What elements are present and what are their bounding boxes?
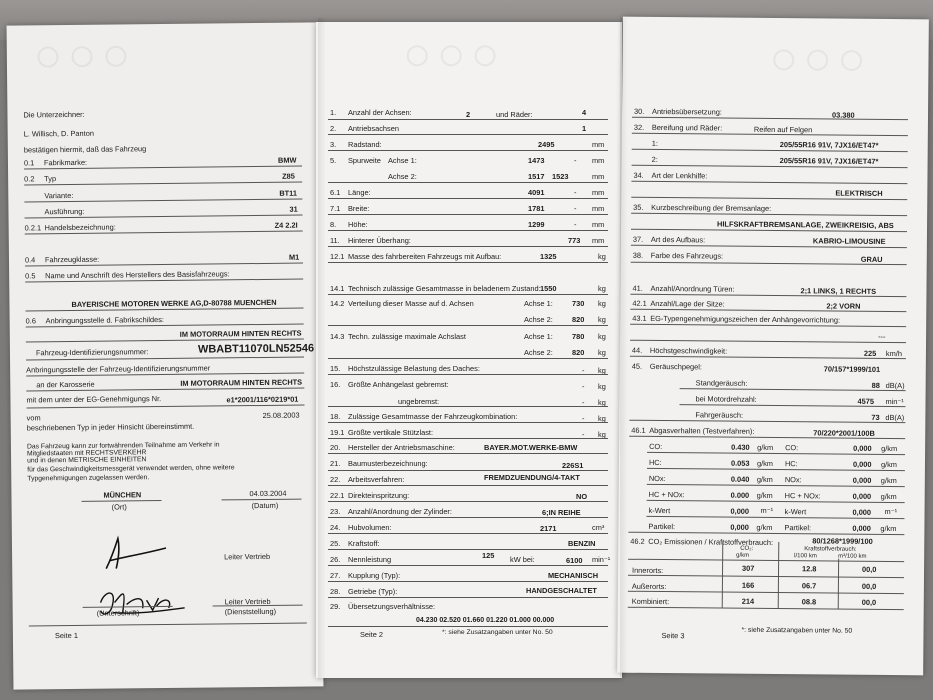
page-number: Seite 3: [661, 631, 685, 641]
value: 2171: [540, 524, 557, 533]
item-number: 15.: [330, 364, 341, 373]
label: Breite:: [348, 204, 370, 213]
label: Höhe:: [348, 220, 368, 229]
item-number: 45.: [631, 361, 643, 371]
emission-value: 0,000: [852, 523, 871, 533]
item-number: 1.: [330, 108, 337, 117]
value: BAYER.MOT.WERKE-BMW: [484, 443, 578, 452]
signature-1: [96, 534, 176, 575]
item-number: 0.1: [23, 158, 35, 168]
emission-value: 0.430: [731, 442, 750, 452]
vin-value: WBABT11070LN52546: [197, 342, 315, 356]
watermark: ◯ ◯ ◯: [36, 44, 131, 68]
label: Abgasverhalten (Testverfahren):: [649, 425, 755, 436]
label: und Räder:: [496, 110, 533, 119]
value: 225: [863, 348, 877, 358]
emission-label: CO:: [785, 443, 799, 453]
value: 4: [582, 108, 587, 117]
emission-value: 0.000: [730, 490, 750, 500]
value: 773: [568, 236, 581, 245]
role: Leiter Vertrieb: [224, 551, 271, 562]
place: MÜNCHEN: [103, 490, 142, 500]
label: Fahrzeug-Identifizierungsnummer:: [35, 347, 149, 358]
value: 730: [572, 299, 585, 308]
label: bestätigen hiermit, daß das Fahrzeug: [23, 144, 147, 155]
label: Antriebsübersetzung:: [652, 106, 722, 117]
value: -: [574, 188, 577, 197]
label: Typ: [44, 174, 57, 184]
unit: cm³: [592, 523, 605, 532]
item-number: 14.1: [330, 284, 345, 293]
item-number: 19.1: [330, 428, 345, 437]
unit: g/km: [880, 475, 897, 486]
label: Achse 1:: [524, 299, 553, 308]
value: 780: [572, 332, 585, 341]
value: 4091: [528, 188, 545, 197]
unit: g/km: [880, 523, 897, 534]
label: Ausführung:: [44, 206, 85, 217]
label: Achse 2:: [524, 348, 553, 357]
value: -: [582, 398, 585, 407]
label: Kraftstoff:: [348, 539, 380, 548]
value: 1: [582, 124, 587, 133]
value: HANDGESCHALTET: [526, 586, 597, 595]
label: Höchstgeschwindigkeit:: [649, 345, 728, 356]
item-number: 34.: [633, 170, 644, 180]
emission-value: 0.040: [730, 474, 750, 484]
unit: g/km: [880, 491, 897, 502]
emission-value: 0,000: [852, 491, 872, 501]
unit: mm: [592, 204, 605, 213]
label: Größte Anhängelast gebremst:: [348, 380, 449, 389]
label: Höchstzulässige Belastung des Daches:: [348, 364, 480, 373]
value: 1517: [528, 172, 545, 181]
label: an der Karosserie: [36, 379, 95, 390]
item-number: 6.1: [330, 188, 341, 197]
item-number: 2.: [330, 124, 337, 133]
item-number: 0.6: [25, 316, 36, 326]
unit: kg: [598, 382, 606, 391]
value: 1473: [528, 156, 545, 165]
value: M1: [288, 252, 300, 262]
footnote: *: siehe Zusatzangaben unter No. 50: [741, 626, 853, 635]
item-number: 14.3: [330, 332, 345, 341]
label: Nennleistung: [348, 555, 392, 564]
value: 820: [572, 348, 585, 357]
label: Handelsbezeichnung:: [44, 222, 116, 233]
gas-value: 00,0: [861, 597, 877, 607]
emission-label: HC:: [784, 459, 798, 469]
value: 226S1: [562, 461, 584, 470]
unit: kg: [598, 348, 606, 357]
unit: g/km: [880, 459, 898, 470]
item-number: 32.: [633, 122, 645, 132]
item-number: 29.: [330, 602, 341, 611]
item-number: 0.4: [24, 255, 36, 265]
item-number: 12.1: [330, 252, 345, 261]
item-number: 28.: [330, 587, 341, 596]
emission-label: NOx:: [784, 475, 802, 485]
label: Anzahl/Anordnung Türen:: [650, 283, 735, 294]
item-number: 22.1: [330, 491, 345, 500]
co2-value: 166: [741, 580, 755, 590]
value: Z85: [282, 171, 295, 181]
page-fold: [318, 18, 326, 678]
label: Achse 2:: [524, 315, 553, 324]
unit: kg: [598, 299, 606, 308]
label: Art der Lenkhilfe:: [651, 170, 708, 181]
label: bei Motordrehzahl:: [695, 394, 757, 404]
footnote: *: siehe Zusatzangaben unter No. 50: [442, 629, 553, 636]
label: Anzahl der Achsen:: [348, 108, 412, 117]
emission-value: 0,000: [852, 507, 872, 517]
label: Variante:: [44, 190, 74, 201]
item-number: 30.: [634, 106, 645, 116]
label: mit dem unter der EG-Genehmigungs Nr.: [26, 394, 162, 405]
document-page-1: [7, 22, 324, 689]
unit: mm: [592, 172, 605, 181]
unit: kg: [598, 414, 606, 423]
item-number: 43.1: [632, 313, 647, 323]
unit: g/km: [756, 458, 774, 469]
item-number: 22.: [330, 475, 341, 484]
emission-label: Partikel:: [784, 523, 812, 533]
label: Kurzbeschreibung der Bremsanlage:: [651, 202, 772, 213]
label: Kupplung (Typ):: [348, 571, 401, 580]
value: 70/157*1999/101: [823, 364, 881, 374]
value: 1781: [528, 204, 545, 213]
label: Radstand:: [348, 140, 382, 149]
item-number: 24.: [330, 523, 341, 532]
value: 2;2 VORN: [826, 301, 861, 311]
unit: m⁻¹: [760, 505, 774, 516]
value: -: [582, 382, 585, 391]
item-number: 0.2: [24, 174, 35, 184]
co2-value: 214: [741, 596, 755, 606]
label: Fahrgeräusch:: [695, 410, 744, 420]
unit: kg: [598, 430, 606, 439]
value: 1550: [540, 284, 557, 293]
label: Achse 2:: [388, 172, 417, 181]
value: BT11: [279, 188, 298, 198]
unit: m⁻¹: [884, 506, 898, 517]
item-number: 38.: [632, 250, 644, 260]
label: Zulässige Gesamtmasse der Fahrzeugkombination:: [348, 412, 518, 421]
value: 6100: [566, 556, 583, 565]
label: Fabrikmarke:: [43, 157, 88, 168]
label: 2:: [651, 154, 658, 164]
table-row-label: Kombiniert:: [631, 596, 670, 607]
unit: min⁻¹: [592, 555, 611, 564]
label: Achse 1:: [524, 332, 553, 341]
value: BENZIN: [568, 539, 596, 548]
emission-value: 0,000: [852, 475, 872, 485]
label: Anzahl/Lage der Sitze:: [650, 298, 725, 309]
column-header: l/100 km: [794, 553, 817, 560]
item-number: 37.: [632, 234, 644, 244]
emission-value: 0,000: [730, 506, 750, 516]
value: e1*2001/116*0219*01: [226, 394, 299, 405]
emission-label: Partikel:: [648, 521, 676, 532]
unit: min⁻¹: [885, 396, 904, 407]
item-number: 25.: [330, 539, 341, 548]
paragraph: für das Geschwindigkeitsmessgerät verwendet werden, ohne weitere: [27, 464, 235, 474]
value: -: [582, 430, 585, 439]
unit: g/km: [757, 442, 774, 453]
value: 25.08.2003: [262, 410, 300, 420]
fuel-value: 08.8: [801, 597, 817, 607]
item-number: 0.5: [25, 271, 36, 281]
label: Bereifung und Räder:: [651, 122, 723, 133]
label: Farbe des Fahrzeugs:: [650, 250, 724, 261]
document-page-2: [316, 22, 622, 678]
label: (Ort): [111, 502, 127, 512]
gear-ratios: 04.230 02.520 01.660 01.220 01.000 00.000: [416, 617, 555, 624]
emission-value: 0.053: [730, 458, 750, 468]
unit: kg: [598, 398, 606, 407]
unit: mm: [592, 220, 605, 229]
gas-value: 00,0: [861, 581, 877, 591]
unit: g/km: [756, 522, 773, 533]
label: Arbeitsverfahren:: [348, 475, 405, 484]
unit: kW bei:: [510, 555, 535, 564]
label: Geräuschpegel:: [649, 361, 703, 372]
value: 73: [871, 412, 880, 422]
emission-label: NOx:: [648, 473, 666, 484]
role: Leiter Vertrieb: [224, 596, 271, 607]
label: Standgeräusch:: [695, 378, 748, 388]
item-number: 0.2.1: [24, 223, 42, 233]
table-row-label: Außerorts:: [631, 581, 667, 592]
value: 6;IN REIHE: [542, 508, 581, 517]
unit: mm: [592, 236, 605, 245]
unit: kg: [598, 284, 606, 293]
value: 820: [572, 315, 585, 324]
item-number: 42.1: [632, 298, 647, 308]
label: Anzahl/Anordnung der Zylinder:: [348, 507, 452, 516]
item-number: 26.: [330, 555, 341, 564]
watermark: ◯ ◯ ◯: [772, 47, 866, 71]
column-header: g/km: [736, 552, 750, 559]
label: Anbringungsstelle d. Fabrikschildes:: [45, 315, 164, 326]
label: (Unterschrift): [96, 608, 140, 618]
label: Technisch zulässige Gesamtmasse in beladenem Zustand:: [348, 284, 541, 293]
unit: kg: [598, 366, 606, 375]
value: ELEKTRISCH: [835, 188, 883, 198]
emission-label: HC + NOx:: [648, 489, 685, 500]
unit: g/km: [881, 443, 898, 454]
value: -: [574, 156, 577, 165]
document-page-3: [617, 17, 929, 676]
gas-value: 00,0: [862, 564, 877, 574]
item-number: 11.: [330, 236, 340, 245]
value: 1523: [552, 172, 569, 181]
value: 205/55R16 91V, 7JX16/ET47*: [779, 140, 879, 150]
item-number: 3.: [330, 140, 337, 149]
label: Spurweite: [348, 156, 381, 165]
label: Hubvolumen:: [348, 523, 392, 532]
item-number: 18.: [330, 412, 341, 421]
label: 1:: [651, 138, 658, 148]
value: Reifen auf Felgen: [753, 124, 813, 135]
label: Übersetzungsverhältnisse:: [348, 602, 436, 611]
value: -: [582, 414, 585, 423]
value: 2495: [538, 140, 555, 149]
value: BMW: [277, 155, 297, 165]
item-number: 7.1: [330, 204, 341, 213]
paragraph: Das Fahrzeug kann zur fortwährenden Teilnahme am Verkehr in: [26, 441, 220, 451]
item-number: 8.: [330, 220, 337, 229]
value: 88: [871, 380, 880, 390]
label: Getriebe (Typ):: [348, 587, 398, 596]
value: -: [582, 366, 585, 375]
item-number: 16.: [330, 380, 341, 389]
value: -: [574, 220, 577, 229]
page-number: Seite 1: [54, 630, 78, 641]
unit: kg: [598, 332, 606, 341]
unit: mm: [592, 140, 605, 149]
value: 2: [466, 110, 471, 119]
value: BAYERISCHE MOTOREN WERKE AG,D-80788 MUENCHEN: [71, 297, 277, 309]
label: Name und Anschrift des Herstellers des Basisfahrzeugs:: [45, 269, 230, 281]
label: EG-Typengenehmigungszeichen der Anhängevorrichtung:: [650, 313, 841, 325]
unit: kg: [598, 252, 606, 261]
emission-label: HC + NOx:: [784, 491, 821, 501]
label: Anbringungsstelle der Fahrzeug-Identifizierungsnummer: [26, 363, 211, 375]
value: Z4 2.2I: [274, 220, 298, 230]
label: CO₂ Emissionen / Kraftstoffverbrauch:: [648, 536, 774, 548]
paragraph: und in denen METRISCHE EINHEITEN: [27, 456, 147, 465]
value: NO: [576, 492, 588, 501]
value: HILFSKRAFTBREMSANLAGE, ZWEIKREISIG, ABS: [717, 219, 894, 231]
emission-label: k-Wert: [648, 505, 671, 516]
value: IM MOTORRAUM HINTEN RECHTS: [179, 328, 302, 339]
column-header: CO₂:: [740, 545, 754, 552]
value: 1325: [540, 252, 557, 261]
value: 205/55R16 91V, 7JX16/ET47*: [779, 156, 879, 166]
co2-value: 307: [742, 563, 755, 573]
label: Techn. zulässige maximale Achslast: [348, 332, 466, 341]
label: Größte vertikale Stützlast:: [348, 428, 434, 437]
paragraph: Mitgliedstaaten mit RECHTSVERKEHR: [26, 449, 147, 458]
emission-value: 0,000: [852, 459, 872, 469]
value: 80/1268*1999/100: [812, 536, 873, 546]
page-number: Seite 2: [360, 630, 384, 639]
unit: g/km: [756, 474, 773, 485]
item-number: 27.: [330, 571, 341, 580]
fuel-value: 12.8: [802, 564, 817, 574]
item-number: 46.2: [630, 536, 645, 546]
label: Länge:: [348, 188, 371, 197]
value: 70/220*2001/100B: [813, 428, 875, 438]
label: (Dienststellung): [224, 606, 277, 617]
emission-label: k-Wert: [784, 507, 807, 517]
value: 03.380: [831, 110, 855, 120]
column-header: Kraftstoffverbrauch:: [804, 546, 857, 553]
label: Die Unterzeichner:: [23, 109, 85, 120]
label: (Datum): [251, 500, 279, 511]
emission-label: CO:: [649, 441, 663, 452]
item-number: 20.: [330, 443, 341, 452]
unit: mm: [592, 188, 605, 197]
item-number: 23.: [330, 507, 341, 516]
label: Hersteller der Antriebsmaschine:: [348, 443, 455, 452]
value: 125: [482, 551, 495, 560]
label: Antriebsachsen: [348, 124, 399, 133]
item-number: 41.: [632, 283, 643, 293]
item-number: 35.: [633, 202, 644, 212]
value: 31: [289, 204, 298, 214]
fuel-value: 06.7: [801, 581, 817, 591]
date: 04.03.2004: [249, 488, 287, 499]
unit: dB(A): [885, 380, 905, 391]
value: MECHANISCH: [548, 571, 599, 580]
value: GRAU: [860, 254, 883, 264]
emission-label: HC:: [648, 457, 662, 468]
unit: dB(A): [885, 412, 905, 423]
item-number: 5.: [330, 156, 337, 165]
label: Achse 1:: [388, 156, 417, 165]
value: ---: [878, 331, 886, 341]
unit: g/km: [756, 490, 773, 501]
value: FREMDZUENDUNG/4-TAKT: [484, 473, 580, 482]
label: ungebremst:: [398, 397, 440, 406]
label: vom: [26, 413, 41, 423]
watermark: ◯ ◯ ◯: [406, 44, 500, 66]
label: Masse des fahrbereiten Fahrzeugs mit Aufbau:: [348, 252, 502, 261]
unit: mm: [592, 156, 605, 165]
paragraph: Typgenehmigungen zugelassen werden.: [27, 474, 150, 483]
value: 4575: [857, 396, 875, 406]
label: beschriebenen Typ in jeder Hinsicht übereinstimmt.: [26, 421, 195, 433]
label: Baumusterbezeichnung:: [348, 459, 428, 468]
unit: km/h: [885, 348, 902, 359]
emission-value: 0,000: [730, 522, 749, 532]
value: KABRIO-LIMOUSINE: [812, 236, 886, 246]
item-number: 46.1: [631, 425, 646, 435]
label: Art des Aufbaus:: [650, 234, 706, 245]
unit: kg: [598, 315, 606, 324]
column-header: m³/100 km: [838, 553, 867, 560]
item-number: 21.: [330, 459, 341, 468]
value: 1299: [528, 220, 545, 229]
names: L. Willisch, D. Panton: [23, 128, 94, 139]
item-number: 14.2: [330, 299, 345, 308]
label: Hinterer Überhang:: [348, 236, 411, 245]
value: IM MOTORRAUM HINTEN RECHTS: [180, 377, 303, 388]
value: -: [574, 204, 577, 213]
emission-value: 0,000: [853, 443, 872, 453]
item-number: 44.: [631, 345, 643, 355]
table-row-label: Innerorts:: [631, 565, 664, 576]
label: Fahrzeugklasse:: [44, 254, 100, 265]
page-fold: [620, 18, 628, 678]
label: Verteilung dieser Masse auf d. Achsen: [348, 299, 474, 308]
value: 2;1 LINKS, 1 RECHTS: [800, 286, 877, 296]
label: Direkteinspritzung:: [348, 491, 410, 500]
